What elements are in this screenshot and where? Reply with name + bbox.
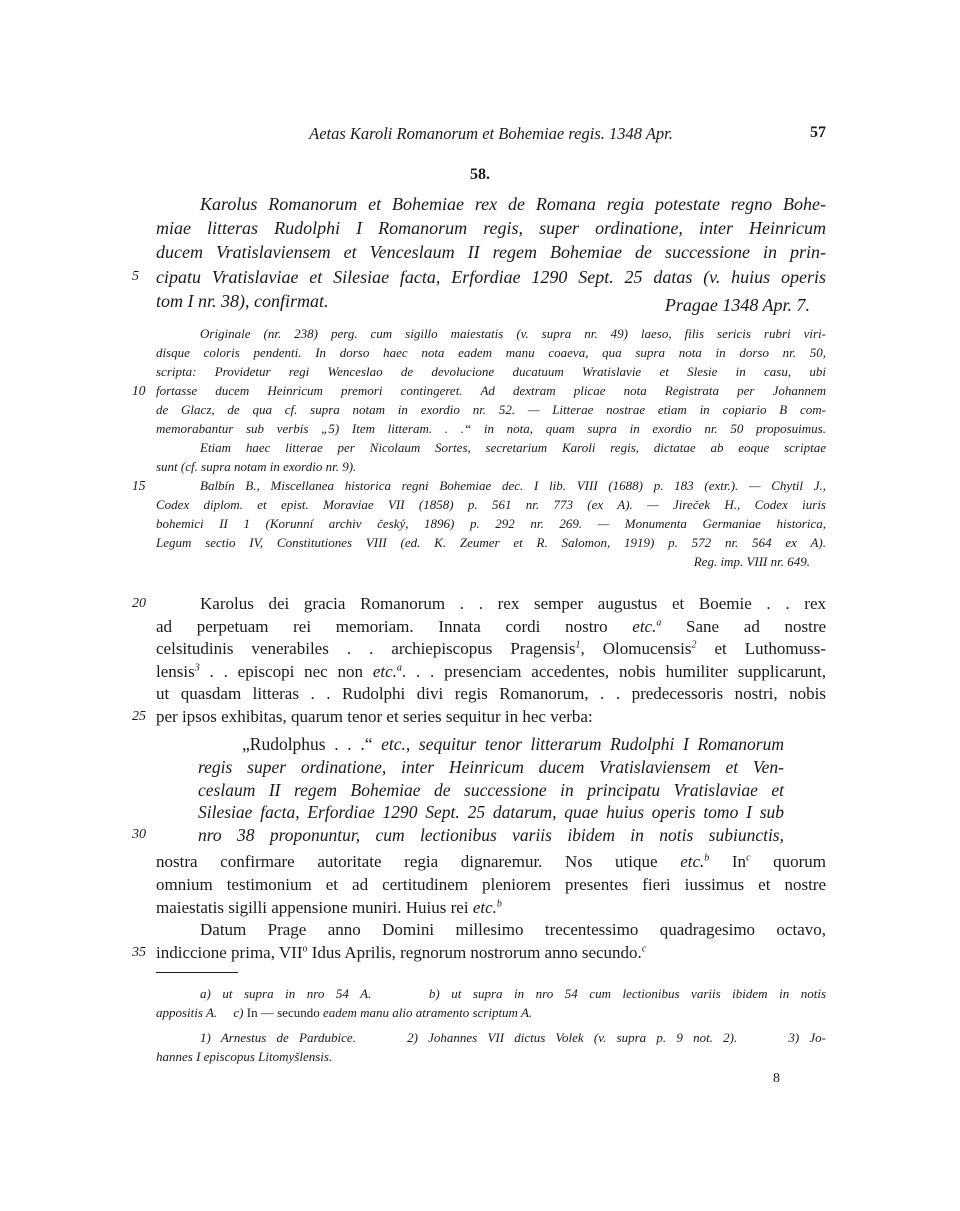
line-number: 25 bbox=[132, 708, 146, 724]
text-line bbox=[156, 851, 826, 874]
insert-line: regis super ordinatione, inter Heinricum ducem Vratislaviensem et Ven- bbox=[198, 756, 784, 777]
apparatus-line-text: fortasse ducem Heinricum premori contingeret. Ad dextram plicae nota Registrata per Johannem bbox=[156, 383, 826, 398]
insert-line bbox=[198, 733, 784, 756]
text-line bbox=[132, 706, 826, 729]
source-apparatus bbox=[132, 324, 826, 571]
text-segment: lensis bbox=[156, 661, 195, 681]
insert-line: Silesiae facta, Erfordiae 1290 Sept. 25 datarum, quae huius operis tomo I sub bbox=[198, 802, 784, 823]
line-number: 35 bbox=[132, 945, 146, 961]
text-segment: indiccione prima, VII bbox=[156, 943, 303, 963]
text-segment: — secundo bbox=[257, 1005, 323, 1020]
text-segment: Innata cordi nostro bbox=[438, 616, 608, 636]
running-header bbox=[156, 124, 826, 146]
line-number: 20 bbox=[132, 596, 146, 611]
text-line bbox=[156, 638, 826, 661]
apparatus-line-text: Balbín B., Miscellanea historica regni Bohemiae dec. I lib. VIII (1688) p. 183 (extr.). — Chytil J., bbox=[200, 478, 826, 493]
regest-date: Pragae 1348 Apr. 7. bbox=[664, 294, 810, 315]
ordinal-mark: o bbox=[302, 943, 308, 955]
critical-note-mark: a bbox=[656, 616, 662, 628]
regest-line bbox=[132, 265, 826, 289]
historical-footnotes bbox=[156, 1028, 826, 1066]
text-line bbox=[132, 593, 826, 616]
text-segment: Nos utique bbox=[565, 852, 658, 871]
line-number: 15 bbox=[132, 478, 146, 493]
main-text-continued bbox=[132, 851, 827, 965]
text-line bbox=[132, 942, 826, 965]
etc-mark: etc. bbox=[680, 852, 705, 871]
etc-mark: etc. bbox=[372, 661, 397, 681]
etc-mark: etc. bbox=[632, 616, 657, 636]
sheet-signature: 8 bbox=[773, 1071, 780, 1086]
text-segment: Sane ad nostre bbox=[686, 616, 827, 636]
document-number: 58. bbox=[470, 166, 490, 183]
text-segment: , Olomucensis bbox=[580, 639, 692, 659]
apparatus-line: de Glacz, de qua cf. supra notam in exordio nr. 52. — Litterae nostrae etiam in copiario B com- bbox=[156, 402, 826, 417]
text-segment: etc., sequitur tenor litterarum Rudolphi I Romanorum bbox=[372, 734, 784, 754]
insert-line: ceslaum II regem Bohemiae de successione in principatu Vratislaviae et bbox=[198, 779, 784, 800]
footnote-mark: 1 bbox=[575, 639, 581, 651]
regest-line-text: tom I nr. 38), confirmat. bbox=[156, 290, 329, 311]
apparatus-line bbox=[132, 476, 826, 495]
critical-note-mark: b bbox=[496, 897, 502, 909]
text-segment: celsitudinis venerabiles . . archiepiscopus Pragensis bbox=[156, 639, 576, 659]
footnote-line bbox=[156, 1003, 826, 1022]
text-segment: quorum bbox=[750, 852, 827, 871]
etc-mark: etc. bbox=[472, 897, 497, 917]
text-segment: maiestatis sigilli appensione muniri. Huius rei bbox=[156, 897, 469, 917]
text-line bbox=[156, 661, 826, 684]
text-line-content: per ipsos exhibitas, quarum tenor et series sequitur in hec verba: bbox=[156, 706, 593, 726]
apparatus-line: sunt (cf. supra notam in exordio nr. 9). bbox=[156, 459, 357, 474]
apparatus-line: scripta: Providetur regi Wenceslao de devolucione ducatuum Wratislavie et Slesie in casu, ubi bbox=[156, 364, 826, 379]
text-line: ut quasdam litteras . . Rudolphi divi regis Romanorum, . . predecessoris nostri, nobis bbox=[156, 684, 826, 704]
inserted-charter-summary bbox=[132, 733, 784, 847]
line-number: 10 bbox=[132, 383, 146, 398]
apparatus-line: Legum sectio IV, Constitutiones VIII (ed. K. Zeumer et R. Salomon, 1919) p. 572 nr. 564 ex A). bbox=[156, 535, 826, 550]
apparatus-line bbox=[132, 381, 826, 400]
main-text bbox=[132, 593, 827, 729]
text-segment: . . . presenciam accedentes, nobis humiliter supplicarunt, bbox=[401, 661, 827, 681]
footnote-line: a) ut supra in nro 54 A. b) ut supra in nro 54 cum lectionibus variis ibidem in notis bbox=[200, 986, 826, 1001]
text-segment: ad perpetuam rei memoriam. bbox=[156, 616, 414, 636]
text-line: omnium testimonium et ad certitudinem pleniorem presentes fieri iussimus et nostre bbox=[156, 874, 826, 894]
text-line: Datum Prage anno Domini millesimo trecentessimo quadragesimo octavo, bbox=[200, 920, 826, 940]
line-number: 30 bbox=[132, 827, 146, 843]
regest-line: miae litteras Rudolphi I Romanorum regis, super ordinatione, inter Heinricum bbox=[156, 218, 826, 239]
regest-line: ducem Vratislaviensem et Venceslaum II regem Bohemiae de successione in prin- bbox=[156, 242, 826, 263]
footnote-mark: 3 bbox=[194, 662, 200, 674]
regest-line: Karolus Romanorum et Bohemiae rex de Romana regia potestate regno Bohe- bbox=[200, 194, 826, 214]
text-line bbox=[156, 897, 826, 920]
regest-line-text: cipatu Vratislaviae et Silesiae facta, Erfordiae 1290 Sept. 25 datas (v. huius operis bbox=[156, 266, 826, 287]
critical-footnotes bbox=[156, 984, 826, 1022]
text-segment: nostra confirmare autoritate regia dignaremur. bbox=[156, 852, 543, 871]
footnote-mark: 2 bbox=[691, 639, 697, 651]
apparatus-line: Codex diplom. et epist. Moraviae VII (1858) p. 561 nr. 773 (ex A). — Jireček H., Codex iuris bbox=[156, 497, 826, 512]
text-segment: „Rudolphus . . .“ bbox=[242, 734, 373, 754]
regesta-reference: Reg. imp. VIII nr. 649. bbox=[693, 554, 810, 569]
text-segment: eadem manu alio atramento scriptum A. bbox=[322, 1005, 533, 1020]
apparatus-line: disque coloris pendenti. In dorso haec nota eadem manu coaeva, qua supra nota in dorso nr. 50, bbox=[156, 345, 826, 360]
apparatus-line: bohemici II 1 (Korunní archiv český, 1896) p. 292 nr. 269. — Monumenta Germaniae historica, bbox=[156, 516, 826, 531]
critical-note-mark: a bbox=[396, 662, 402, 674]
text-line bbox=[156, 616, 826, 639]
text-segment: . . episcopi nec non bbox=[199, 661, 364, 681]
text-line-content: Karolus dei gracia Romanorum . . rex semper augustus et Boemie . . rex bbox=[200, 594, 826, 613]
line-number: 5 bbox=[132, 268, 139, 284]
text-segment: et Luthomuss- bbox=[696, 639, 826, 659]
footnote-line: 1) Arnestus de Pardubice. 2) Johannes VII dictus Volek (v. supra p. 9 not. 2). 3) Jo- bbox=[200, 1030, 826, 1045]
apparatus-line: memorabantur sub verbis „5) Item litteram. . .“ in nota, quam supra in exordio nr. 50 proposuimus. bbox=[156, 421, 826, 436]
regest-line bbox=[156, 289, 826, 313]
footnote-line: hannes I episcopus Litomyšlensis. bbox=[156, 1049, 333, 1064]
running-title: Aetas Karoli Romanorum et Bohemiae regis. 1348 Apr. bbox=[309, 124, 673, 143]
critical-note-mark: c bbox=[746, 852, 751, 864]
text-segment: In bbox=[731, 852, 747, 871]
text-segment: Idus Aprilis, regnorum nostrorum anno secundo. bbox=[307, 943, 642, 963]
apparatus-line: Etiam haec litterae per Nicolaum Sortes, secretarium Karoli regis, dictatae ab eoque scriptae bbox=[200, 440, 826, 455]
regest bbox=[132, 192, 826, 315]
text-line-content: nro 38 proponuntur, cum lectionibus variis ibidem in notis subiunctis, bbox=[198, 825, 784, 846]
critical-note-mark: b bbox=[704, 852, 710, 864]
insert-line bbox=[132, 824, 784, 847]
text-segment: In bbox=[246, 1005, 258, 1020]
apparatus-line: Originale (nr. 238) perg. cum sigillo maiestatis (v. supra nr. 49) laeso, filis sericis rubri viri- bbox=[200, 326, 826, 341]
critical-note-mark: c bbox=[641, 943, 647, 955]
page-number: 57 bbox=[810, 124, 826, 141]
footnote-rule bbox=[156, 972, 238, 973]
text-segment: appositis A. c) bbox=[156, 1005, 247, 1020]
